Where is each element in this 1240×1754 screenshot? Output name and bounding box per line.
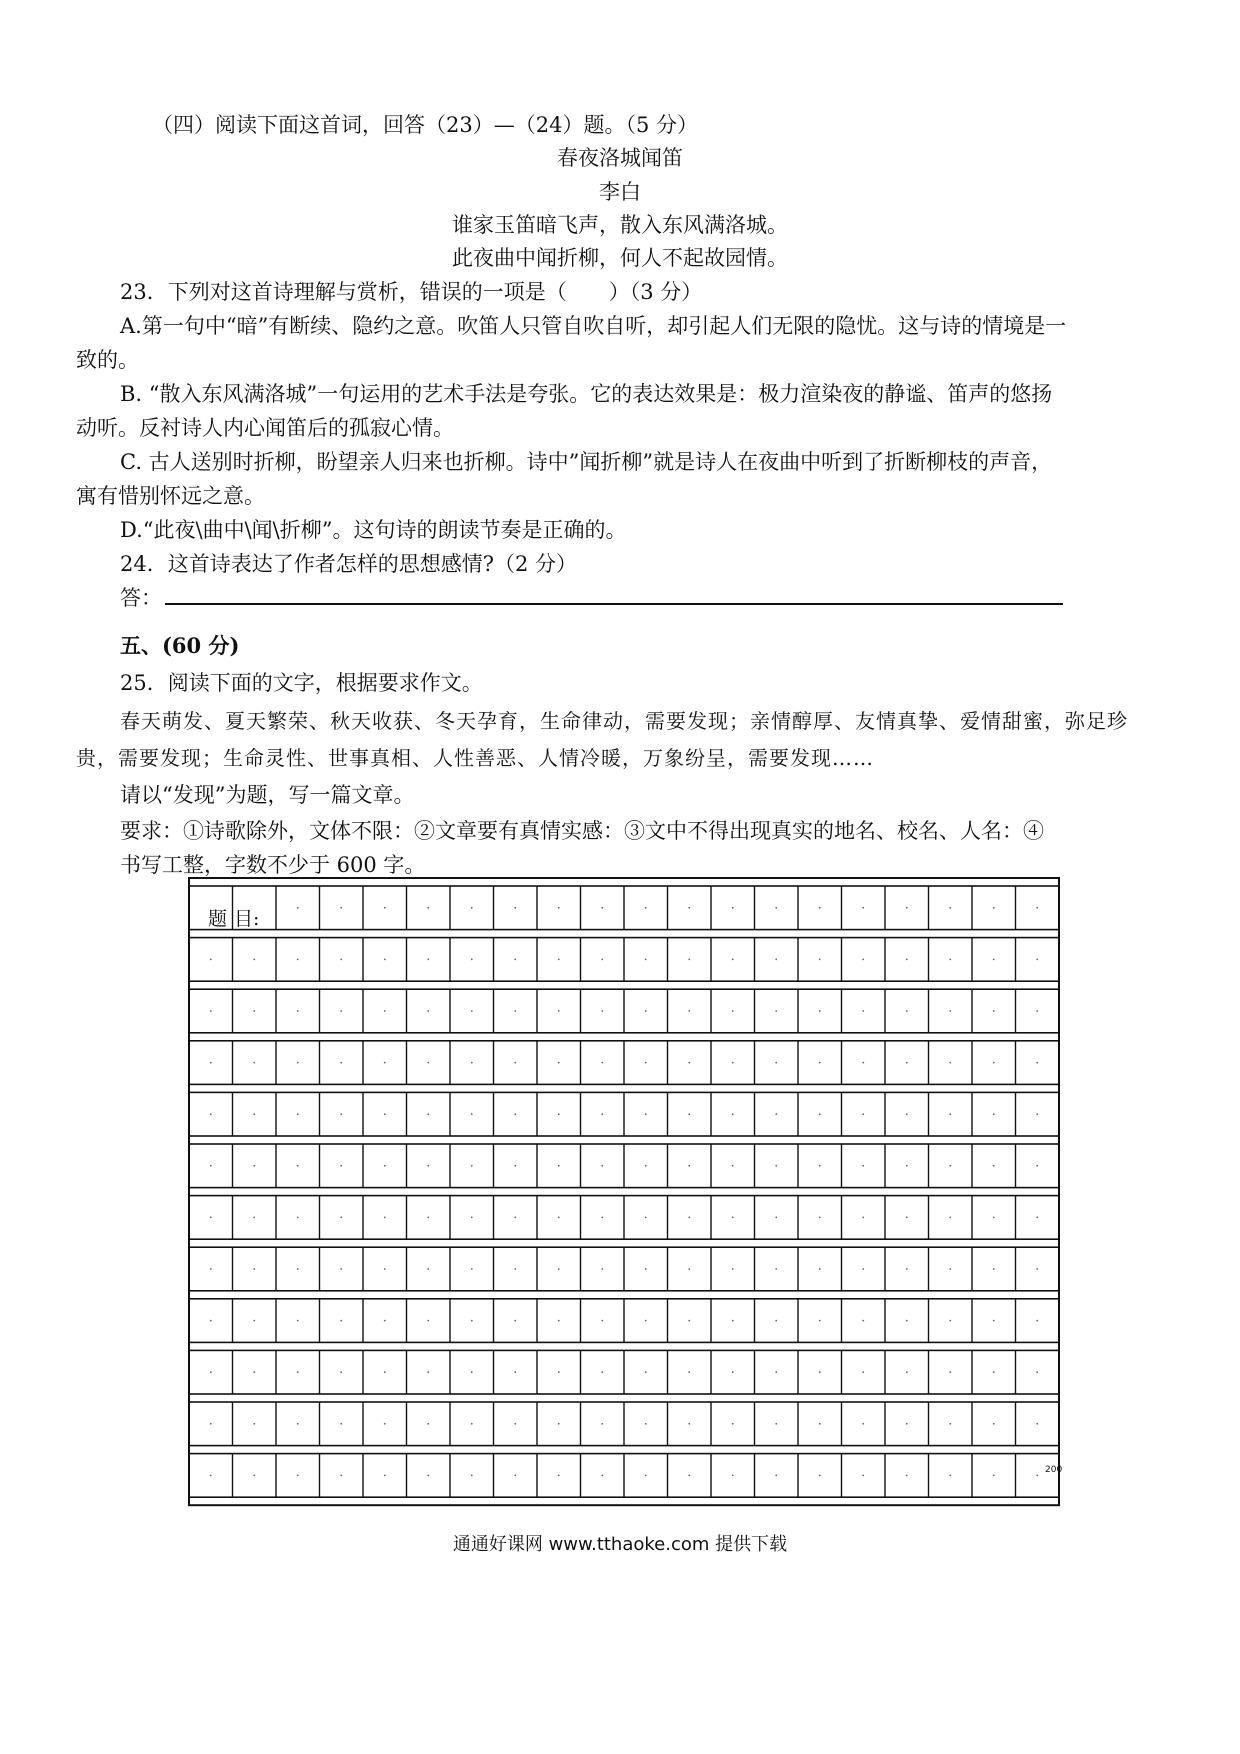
grid-cell-dot — [906, 1268, 908, 1270]
grid-cell-dot — [688, 1165, 690, 1167]
grid-cell-dot — [862, 1423, 864, 1425]
grid-cell-dot — [732, 1371, 734, 1373]
grid-cell-dot — [949, 1475, 951, 1477]
grid-cell-dot — [210, 1371, 212, 1373]
grid-cell-dot — [645, 907, 647, 909]
grid-cell-dot — [297, 1113, 299, 1115]
grid-cell-dot — [427, 1320, 429, 1322]
grid-cell-dot — [253, 1010, 255, 1012]
grid-cell-dot — [949, 1217, 951, 1219]
grid-cell-dot — [514, 1217, 516, 1219]
grid-cell-dot — [340, 1320, 342, 1322]
grid-cell-dot — [775, 1062, 777, 1064]
grid-cell-dot — [819, 1165, 821, 1167]
grid-cell-dot — [210, 1423, 212, 1425]
grid-cell-dot — [384, 1475, 386, 1477]
grid-cell-dot — [297, 1062, 299, 1064]
grid-cell-dot — [384, 1010, 386, 1012]
grid-cell-dot — [253, 1268, 255, 1270]
grid-cell-dot — [340, 1217, 342, 1219]
grid-cell-dot — [1036, 907, 1038, 909]
grid-cell-dot — [906, 1010, 908, 1012]
essay-prompt: 请以“发现”为题，写一篇文章。 — [120, 783, 415, 807]
grid-cell-dot — [819, 1062, 821, 1064]
grid-cell-dot — [993, 1010, 995, 1012]
grid-cell-dot — [775, 1423, 777, 1425]
grid-cell-dot — [297, 1371, 299, 1373]
grid-cell-dot — [819, 1423, 821, 1425]
grid-cell-dot — [645, 1320, 647, 1322]
grid-cell-dot — [645, 959, 647, 961]
grid-cell-dot — [210, 1217, 212, 1219]
grid-cell-dot — [297, 1475, 299, 1477]
grid-cell-dot — [601, 1371, 603, 1373]
grid-cell-dot — [862, 1320, 864, 1322]
grid-cell-dot — [775, 1475, 777, 1477]
poem-title: 春夜洛城闻笛 — [557, 146, 683, 170]
grid-cell-dot — [688, 1320, 690, 1322]
grid-cell-dot — [297, 1217, 299, 1219]
grid-cell-dot — [1036, 1062, 1038, 1064]
grid-cell-dot — [210, 1268, 212, 1270]
grid-cell-dot — [949, 1320, 951, 1322]
grid-cell-dot — [471, 1062, 473, 1064]
grid-cell-dot — [558, 1423, 560, 1425]
grid-cell-dot — [775, 1113, 777, 1115]
grid-cell-dot — [514, 1268, 516, 1270]
grid-cell-dot — [1036, 1475, 1038, 1477]
grid-cell-dot — [862, 907, 864, 909]
grid-cell-dot — [558, 1165, 560, 1167]
grid-cell-dot — [775, 1371, 777, 1373]
section-heading: 五、(60 分) — [120, 633, 240, 658]
grid-cell-dot — [906, 1113, 908, 1115]
grid-cell-dot — [1036, 1268, 1038, 1270]
grid-cell-dot — [1036, 1165, 1038, 1167]
grid-cell-dot — [775, 907, 777, 909]
grid-cell-dot — [601, 1423, 603, 1425]
grid-cell-dot — [1036, 1217, 1038, 1219]
grid-cell-dot — [601, 1010, 603, 1012]
grid-cell-dot — [949, 959, 951, 961]
grid-cell-dot — [906, 1320, 908, 1322]
grid-cell-dot — [688, 1113, 690, 1115]
grid-cell-dot — [1036, 1320, 1038, 1322]
grid-cell-dot — [688, 1268, 690, 1270]
grid-cell-dot — [949, 1371, 951, 1373]
grid-cell-dot — [340, 959, 342, 961]
grid-cell-dot — [949, 1010, 951, 1012]
grid-cell-dot — [514, 1423, 516, 1425]
grid-cell-dot — [819, 1010, 821, 1012]
grid-cell-dot — [601, 959, 603, 961]
section-heading: （四）阅读下面这首词，回答（23）—（24）题。（5 分） — [152, 113, 698, 137]
question-stem: 23．下列对这首诗理解与赏析，错误的一项是（ ）（3 分） — [120, 280, 703, 304]
grid-cell-dot — [253, 1423, 255, 1425]
grid-cell-dot — [340, 1475, 342, 1477]
grid-cell-dot — [819, 1217, 821, 1219]
grid-cell-dot — [601, 1475, 603, 1477]
option-c: C. 古人送别时折柳，盼望亲人归来也折柳。诗中”闻折柳”就是诗人在夜曲中听到了折断柳枝的声音， — [120, 450, 1053, 474]
grid-cell-dot — [384, 1113, 386, 1115]
grid-cell-dot — [514, 1010, 516, 1012]
grid-cell-dot — [340, 907, 342, 909]
grid-cell-dot — [340, 1062, 342, 1064]
grid-cell-dot — [862, 959, 864, 961]
grid-cell-dot — [949, 1165, 951, 1167]
grid-cell-dot — [340, 1423, 342, 1425]
grid-cell-dot — [427, 1217, 429, 1219]
grid-cell-dot — [471, 1320, 473, 1322]
grid-cell-dot — [993, 1165, 995, 1167]
grid-cell-dot — [732, 959, 734, 961]
word-count-marker: 200 — [1045, 1465, 1063, 1475]
footer: 通通好课网 www.tthaoke.com 提供下载 — [452, 1534, 788, 1555]
grid-cell-dot — [993, 1268, 995, 1270]
grid-cell-dot — [601, 907, 603, 909]
grid-cell-dot — [514, 1320, 516, 1322]
grid-cell-dot — [775, 1165, 777, 1167]
grid-cell-dot — [819, 1320, 821, 1322]
grid-cell-dot — [906, 1371, 908, 1373]
grid-cell-dot — [471, 1165, 473, 1167]
grid-cell-dot — [253, 1371, 255, 1373]
grid-cell-dot — [862, 1062, 864, 1064]
grid-cell-dot — [384, 1320, 386, 1322]
grid-cell-dot — [340, 1371, 342, 1373]
grid-cell-dot — [688, 907, 690, 909]
grid-cell-dot — [819, 1475, 821, 1477]
grid-cell-dot — [993, 907, 995, 909]
grid-cell-dot — [906, 1475, 908, 1477]
grid-cell-dot — [384, 1165, 386, 1167]
grid-cell-dot — [253, 1165, 255, 1167]
grid-cell-dot — [732, 1165, 734, 1167]
grid-cell-dot — [253, 1217, 255, 1219]
grid-cell-dot — [862, 1475, 864, 1477]
grid-cell-dot — [384, 1062, 386, 1064]
grid-cell-dot — [645, 1371, 647, 1373]
grid-cell-dot — [775, 1010, 777, 1012]
grid-cell-dot — [210, 959, 212, 961]
grid-cell-dot — [1036, 1423, 1038, 1425]
grid-cell-dot — [210, 1165, 212, 1167]
grid-cell-dot — [384, 1217, 386, 1219]
grid-cell-dot — [688, 1475, 690, 1477]
grid-cell-dot — [645, 1062, 647, 1064]
answer-label: 答： — [120, 586, 162, 610]
grid-cell-dot — [732, 1010, 734, 1012]
grid-cell-dot — [514, 1062, 516, 1064]
grid-cell-dot — [253, 1475, 255, 1477]
grid-cell-dot — [384, 1268, 386, 1270]
grid-cell-dot — [471, 1371, 473, 1373]
grid-cell-dot — [688, 1062, 690, 1064]
grid-cell-dot — [906, 1062, 908, 1064]
grid-title-label: 题 — [208, 908, 228, 930]
option-a: A.第一句中“暗”有断续、隐约之意。吹笛人只管自吹自听，却引起人们无限的隐忧。这与诗的情境是一 — [120, 314, 1067, 338]
grid-cell-dot — [993, 1371, 995, 1373]
grid-cell-dot — [340, 1165, 342, 1167]
grid-cell-dot — [993, 1217, 995, 1219]
grid-cell-dot — [688, 1217, 690, 1219]
grid-cell-dot — [993, 1113, 995, 1115]
grid-cell-dot — [688, 1423, 690, 1425]
grid-cell-dot — [514, 1165, 516, 1167]
grid-cell-dot — [297, 1320, 299, 1322]
grid-cell-dot — [210, 1475, 212, 1477]
grid-cell-dot — [906, 1423, 908, 1425]
grid-cell-dot — [1036, 1371, 1038, 1373]
grid-cell-dot — [645, 1010, 647, 1012]
grid-cell-dot — [558, 1475, 560, 1477]
option-a-cont: 致的。 — [76, 348, 139, 372]
grid-cell-dot — [297, 1165, 299, 1167]
grid-cell-dot — [993, 1423, 995, 1425]
grid-cell-dot — [949, 1113, 951, 1115]
question-stem: 25．阅读下面的文字，根据要求作文。 — [120, 671, 483, 695]
grid-cell-dot — [427, 1062, 429, 1064]
grid-cell-dot — [993, 1475, 995, 1477]
grid-cell-dot — [775, 959, 777, 961]
grid-cell-dot — [862, 1371, 864, 1373]
grid-cell-dot — [384, 907, 386, 909]
grid-cell-dot — [471, 1217, 473, 1219]
grid-cell-dot — [253, 1320, 255, 1322]
grid-cell-dot — [732, 907, 734, 909]
grid-cell-dot — [297, 1423, 299, 1425]
grid-cell-dot — [558, 1320, 560, 1322]
grid-cell-dot — [297, 959, 299, 961]
grid-cell-dot — [558, 1010, 560, 1012]
grid-cell-dot — [558, 959, 560, 961]
grid-cell-dot — [427, 1113, 429, 1115]
grid-cell-dot — [819, 1113, 821, 1115]
grid-cell-dot — [253, 1113, 255, 1115]
grid-cell-dot — [645, 1113, 647, 1115]
grid-cell-dot — [340, 1010, 342, 1012]
poem-line: 谁家玉笛暗飞声，散入东风满洛城。 — [452, 213, 788, 237]
grid-cell-dot — [558, 1217, 560, 1219]
grid-cell-dot — [862, 1268, 864, 1270]
grid-cell-dot — [427, 1371, 429, 1373]
grid-cell-dot — [601, 1062, 603, 1064]
grid-cell-dot — [993, 959, 995, 961]
grid-cell-dot — [993, 1062, 995, 1064]
grid-cell-dot — [688, 959, 690, 961]
grid-cell-dot — [384, 959, 386, 961]
grid-cell-dot — [427, 1165, 429, 1167]
grid-cell-dot — [732, 1062, 734, 1064]
question-stem: 24．这首诗表达了作者怎样的思想感情?（2 分） — [120, 552, 578, 576]
grid-cell-dot — [732, 1475, 734, 1477]
grid-cell-dot — [558, 1268, 560, 1270]
grid-cell-dot — [949, 907, 951, 909]
grid-cell-dot — [210, 1010, 212, 1012]
grid-cell-dot — [645, 1423, 647, 1425]
grid-cell-dot — [210, 1113, 212, 1115]
grid-cell-dot — [253, 1062, 255, 1064]
option-c-cont: 寓有惜别怀远之意。 — [76, 484, 265, 508]
grid-cell-dot — [862, 1217, 864, 1219]
grid-cell-dot — [732, 1113, 734, 1115]
option-d: D.“此夜\曲中\闻\折柳”。这句诗的朗读节奏是正确的。 — [120, 518, 627, 542]
grid-cell-dot — [949, 1423, 951, 1425]
grid-cell-dot — [949, 1268, 951, 1270]
grid-cell-dot — [906, 1217, 908, 1219]
grid-cell-dot — [819, 1371, 821, 1373]
essay-requirements: 要求：①诗歌除外，文体不限：②文章要有真情实感：③文中不得出现真实的地名、校名、人名：④ — [120, 819, 1044, 843]
grid-cell-dot — [558, 1062, 560, 1064]
grid-cell-dot — [645, 1217, 647, 1219]
grid-cell-dot — [775, 1217, 777, 1219]
grid-cell-dot — [210, 1062, 212, 1064]
grid-cell-dot — [471, 907, 473, 909]
grid-cell-dot — [471, 1423, 473, 1425]
grid-cell-dot — [993, 1320, 995, 1322]
grid-cell-dot — [514, 1371, 516, 1373]
grid-cell-dot — [514, 959, 516, 961]
grid-cell-dot — [514, 1475, 516, 1477]
grid-cell-dot — [732, 1217, 734, 1219]
grid-cell-dot — [1036, 1113, 1038, 1115]
grid-cell-dot — [1036, 1010, 1038, 1012]
grid-cell-dot — [297, 1268, 299, 1270]
grid-cell-dot — [558, 907, 560, 909]
grid-cell-dot — [645, 1268, 647, 1270]
grid-cell-dot — [384, 1423, 386, 1425]
grid-cell-dot — [819, 1268, 821, 1270]
grid-cell-dot — [819, 959, 821, 961]
grid-cell-dot — [427, 1475, 429, 1477]
grid-cell-dot — [340, 1268, 342, 1270]
grid-cell-dot — [471, 1268, 473, 1270]
grid-cell-dot — [949, 1062, 951, 1064]
grid-cell-dot — [514, 907, 516, 909]
grid-cell-dot — [558, 1371, 560, 1373]
grid-cell-dot — [775, 1268, 777, 1270]
grid-cell-dot — [1036, 959, 1038, 961]
grid-cell-dot — [427, 1010, 429, 1012]
grid-cell-dot — [775, 1320, 777, 1322]
grid-cell-dot — [427, 1268, 429, 1270]
grid-cell-dot — [340, 1113, 342, 1115]
option-b: B. “散入东风满洛城”一句运用的艺术手法是夸张。它的表达效果是：极力渲染夜的静谧、笛声的悠扬 — [120, 382, 1053, 406]
grid-cell-dot — [601, 1113, 603, 1115]
grid-cell-dot — [297, 1010, 299, 1012]
essay-material: 春天萌发、夏天繁荣、秋天收获、冬天孕育，生命律动，需要发现；亲情醇厚、友情真挚、爱情甜蜜，弥足珍 — [120, 709, 1128, 733]
essay-requirements-cont: 书写工整，字数不少于 600 字。 — [120, 853, 426, 877]
grid-cell-dot — [906, 907, 908, 909]
grid-cell-dot — [253, 959, 255, 961]
grid-cell-dot — [601, 1217, 603, 1219]
grid-cell-dot — [732, 1320, 734, 1322]
grid-cell-dot — [297, 907, 299, 909]
grid-cell-dot — [645, 1475, 647, 1477]
grid-cell-dot — [601, 1165, 603, 1167]
grid-cell-dot — [862, 1113, 864, 1115]
grid-cell-dot — [471, 959, 473, 961]
grid-cell-dot — [645, 1165, 647, 1167]
grid-cell-dot — [732, 1423, 734, 1425]
grid-cell-dot — [427, 1423, 429, 1425]
grid-cell-dot — [862, 1010, 864, 1012]
grid-cell-dot — [471, 1475, 473, 1477]
grid-cell-dot — [862, 1165, 864, 1167]
grid-cell-dot — [688, 1010, 690, 1012]
grid-cell-dot — [471, 1010, 473, 1012]
grid-cell-dot — [558, 1113, 560, 1115]
grid-cell-dot — [514, 1113, 516, 1115]
option-b-cont: 动听。反衬诗人内心闻笛后的孤寂心情。 — [76, 416, 454, 440]
grid-cell-dot — [427, 959, 429, 961]
essay-material-cont: 贵，需要发现；生命灵性、世事真相、人性善恶、人情冷暖，万象纷呈，需要发现…… — [76, 746, 874, 770]
grid-cell-dot — [819, 907, 821, 909]
grid-cell-dot — [384, 1371, 386, 1373]
grid-cell-dot — [732, 1268, 734, 1270]
grid-cell-dot — [906, 959, 908, 961]
grid-cell-dot — [427, 907, 429, 909]
poem-line: 此夜曲中闻折柳，何人不起故园情。 — [452, 246, 788, 270]
grid-cell-dot — [210, 1320, 212, 1322]
grid-title-label: 目: — [234, 908, 260, 930]
poem-author: 李白 — [599, 180, 641, 204]
grid-cell-dot — [471, 1113, 473, 1115]
grid-cell-dot — [688, 1371, 690, 1373]
grid-cell-dot — [601, 1320, 603, 1322]
grid-cell-dot — [906, 1165, 908, 1167]
grid-cell-dot — [601, 1268, 603, 1270]
